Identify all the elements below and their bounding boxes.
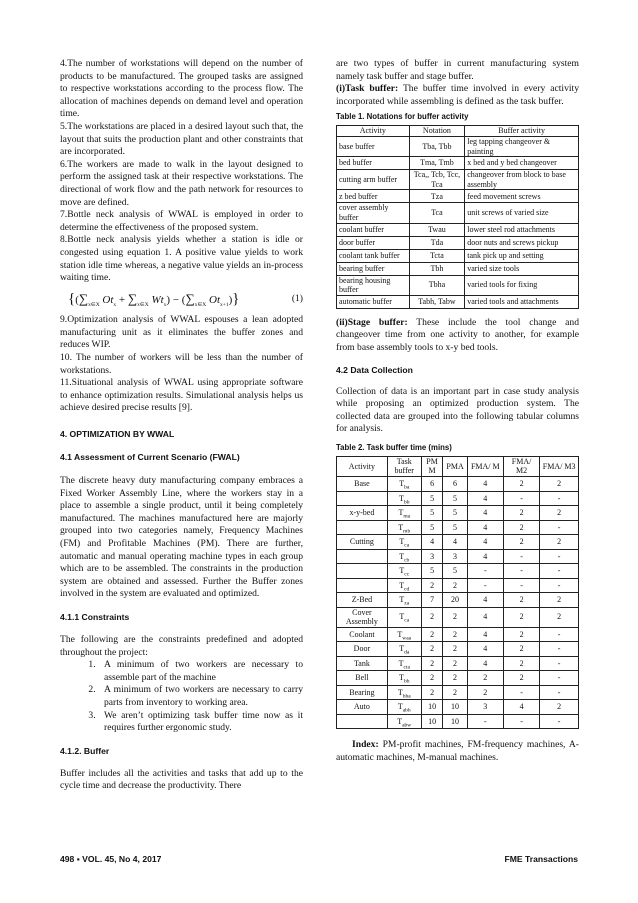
task-subscript: abh	[402, 707, 411, 714]
table-cell	[387, 520, 421, 535]
constraints-list	[60, 659, 303, 735]
table-cell	[387, 700, 421, 715]
table-cell: lower steel rod attachments	[465, 223, 579, 236]
table-row	[337, 190, 579, 203]
left-column	[60, 58, 303, 793]
task-subscript: cta	[403, 664, 410, 671]
table-cell	[387, 535, 421, 550]
table-cell	[387, 593, 421, 608]
column-header: Task buffer	[387, 456, 421, 476]
task-symbol: T	[399, 551, 405, 561]
table-cell: -	[467, 578, 503, 593]
table-row	[337, 157, 579, 170]
index-label: Index:	[352, 739, 379, 751]
buffer-types-paragraph: are two types of buffer in current manufacturing system namely task buffer and stage buffer.	[336, 58, 579, 82]
table-cell: 4	[467, 593, 503, 608]
table-cell: Tbh	[409, 262, 465, 275]
table-cell: -	[540, 578, 579, 593]
table-cell: coolant tank buffer	[337, 249, 410, 262]
table-cell: bearing housing buffer	[337, 275, 410, 295]
table-cell	[387, 627, 421, 642]
table-cell: 20	[443, 593, 467, 608]
table-cell: z bed buffer	[337, 190, 410, 203]
task-subscript: bh	[403, 678, 410, 685]
table-cell: -	[503, 549, 539, 564]
table-cell: 10	[443, 700, 467, 715]
task-symbol: T	[399, 580, 405, 590]
task-symbol: T	[397, 687, 403, 697]
table-cell: 2	[467, 671, 503, 686]
table-header-row	[337, 126, 579, 137]
table-cell: 4	[443, 535, 467, 550]
table-cell	[337, 564, 388, 579]
task-subscript: cd	[404, 586, 410, 593]
table-cell: 2	[503, 535, 539, 550]
table-cell: -	[503, 685, 539, 700]
table-cell: base buffer	[337, 136, 410, 156]
table-cell: 10	[443, 714, 467, 729]
task-symbol: T	[399, 493, 404, 503]
table-row	[337, 714, 579, 729]
table-cell	[337, 578, 388, 593]
table-row	[337, 477, 579, 492]
table-cell: cutting arm buffer	[337, 170, 410, 190]
table-cell: 2	[443, 607, 467, 627]
column-header: PMA	[443, 456, 467, 476]
task-subscript: mb	[403, 528, 411, 535]
table-cell: Tank	[337, 656, 388, 671]
table-cell	[387, 642, 421, 657]
table-cell: -	[540, 520, 579, 535]
table-cell: -	[467, 714, 503, 729]
table-row	[337, 506, 579, 521]
table-cell: -	[540, 627, 579, 642]
table-cell: -	[540, 564, 579, 579]
list-item: 2. A minimum of two workers are necessary to carry parts from inventory to working area.	[98, 684, 303, 709]
table-cell: 2	[443, 578, 467, 593]
paragraph-item-10: 10. The number of workers will be less than the number of workstations.	[60, 352, 303, 376]
section-4-1-2-heading: 4.1.2. Buffer	[60, 745, 110, 756]
table-row	[337, 262, 579, 275]
table-cell: 6	[421, 477, 443, 492]
task-subscript: bb	[403, 499, 410, 506]
table-cell	[387, 564, 421, 579]
table-cell: 3	[467, 700, 503, 715]
table-cell	[337, 714, 388, 729]
footer-journal: FME Transactions	[504, 854, 578, 864]
table-cell: varied tools for fixing	[465, 275, 579, 295]
table-cell: -	[540, 491, 579, 506]
table-cell: -	[540, 656, 579, 671]
table-cell: 2	[503, 671, 539, 686]
table-cell	[387, 578, 421, 593]
column-header: Activity	[337, 126, 410, 137]
table-cell: 2	[540, 593, 579, 608]
table-cell: -	[503, 714, 539, 729]
table-cell: bearing buffer	[337, 262, 410, 275]
table-cell: 2	[443, 642, 467, 657]
task-subscript: za	[404, 600, 410, 607]
section-4-2-heading: 4.2 Data Collection	[336, 364, 413, 375]
column-header: FMA/ M2	[503, 456, 539, 476]
table-cell: Tba, Tbb	[409, 136, 465, 156]
task-symbol: T	[397, 702, 403, 712]
task-buffer-label: (i)Task buffer:	[336, 83, 399, 95]
table-cell: 4	[467, 627, 503, 642]
task-symbol: T	[397, 716, 403, 726]
table-row	[337, 549, 579, 564]
table-1-caption: Table 1. Notations for buffer activity	[336, 112, 469, 122]
table-cell: 2	[421, 578, 443, 593]
table-cell: Cover Assembly	[337, 607, 388, 627]
table-cell: 5	[443, 520, 467, 535]
paragraph-item-7: 7.Bottle neck analysis of WWAL is employed in order to determine the effectiveness of the proposed system.	[60, 209, 303, 233]
table-cell: 5	[421, 506, 443, 521]
table-cell: 5	[443, 564, 467, 579]
table-cell: Tca,, Tcb, Tcc, Tca	[409, 170, 465, 190]
table-cell: Tda	[409, 236, 465, 249]
table-cell: 2	[421, 685, 443, 700]
section-4-heading: 4. OPTIMIZATION BY WWAL	[60, 429, 175, 440]
table-row	[337, 491, 579, 506]
table-cell: 2	[421, 656, 443, 671]
table-cell: Tcta	[409, 249, 465, 262]
paragraph-item-11: 11.Situational analysis of WWAL using appropriate software to enhance optimization results. Simulational analysis helps us achieve desired precise results [9].	[60, 377, 303, 414]
right-column	[336, 58, 579, 764]
table-cell: Door	[337, 642, 388, 657]
table-cell	[387, 506, 421, 521]
column-header: Activity	[337, 456, 388, 476]
footer-volume: 498 ▪ VOL. 45, No 4, 2017	[60, 854, 162, 864]
task-symbol: T	[399, 612, 405, 622]
task-subscript: cc	[404, 571, 410, 578]
table-row	[337, 578, 579, 593]
table-cell: 4	[503, 700, 539, 715]
table-cell: tank pick up and setting	[465, 249, 579, 262]
stage-buffer-text: These include the tool change and changeover time from one activity to another, for example from base assembly tools to x-y bed tools.	[336, 316, 579, 353]
table-cell: -	[503, 578, 539, 593]
table-cell: Tca	[409, 203, 465, 223]
table-cell: Tbha	[409, 275, 465, 295]
table-cell: Bell	[337, 671, 388, 686]
table-cell: 7	[421, 593, 443, 608]
list-item: 3. We aren’t optimizing task buffer time now as it requires further ergonomic study.	[98, 710, 303, 735]
table-row	[337, 564, 579, 579]
table-cell: Tma, Tmb	[409, 157, 465, 170]
table-cell: x bed and y bed changeover	[465, 157, 579, 170]
table-cell: 10	[421, 700, 443, 715]
data-collection-paragraph: Collection of data is an important part in case study analysis while proposing an optimized production system. The collected data are grouped into the following tabular columns for analysis.	[336, 385, 579, 435]
task-subscript: cb	[404, 557, 410, 564]
table-cell: -	[540, 714, 579, 729]
list-item: 1. A minimum of two workers are necessary to assemble part of the machine	[98, 659, 303, 684]
table-2	[336, 456, 579, 729]
table-cell: 2	[503, 642, 539, 657]
table-cell: Bearing	[337, 685, 388, 700]
table-cell	[387, 671, 421, 686]
column-header: FMA/ M	[467, 456, 503, 476]
table-cell: 2	[503, 593, 539, 608]
table-row	[337, 593, 579, 608]
table-cell: Tabh, Tabw	[409, 295, 465, 308]
table-cell: Z-Bed	[337, 593, 388, 608]
equation-number: (1)	[291, 293, 303, 305]
stage-buffer-paragraph	[336, 317, 579, 355]
task-subscript: ba	[404, 484, 410, 491]
table-row	[337, 136, 579, 156]
table-cell: 4	[467, 535, 503, 550]
task-symbol: T	[399, 566, 405, 576]
table-cell: door nuts and screws pickup	[465, 236, 579, 249]
task-buffer-paragraph	[336, 83, 579, 108]
task-buffer-text: The buffer time involved in every activity incorporated while assembling is defined as the task buffer.	[336, 83, 579, 107]
table-2-caption: Table 2. Task buffer time (mins)	[336, 442, 452, 452]
table-row	[337, 520, 579, 535]
section-4-1-heading: 4.1 Assessment of Current Scenario (FWAL)	[60, 452, 240, 463]
table-row	[337, 685, 579, 700]
table-row	[337, 642, 579, 657]
table-cell	[387, 714, 421, 729]
table-cell: door buffer	[337, 236, 410, 249]
table-cell: 4	[467, 607, 503, 627]
table-row	[337, 249, 579, 262]
fwal-paragraph: The discrete heavy duty manufacturing company embraces a Fixed Worker Assembly Line, where the workers stay in a place to assemble a single product, until it being completely manufactured. The machines manufactured here are majorly grouped into two categories namely, Frequency Machines (FM) and Profitable Machines (PM). There are further, automatic and manual operating machine types in each group which are to be assembled. The constraints in the production system are obtained and assessed. Further the Buffer zones involved in the system are evaluated and optimized.	[60, 475, 303, 600]
table-cell	[387, 656, 421, 671]
table-cell: Cutting	[337, 535, 388, 550]
table-row	[337, 671, 579, 686]
table-row	[337, 627, 579, 642]
table-cell: 2	[421, 607, 443, 627]
table-cell: 2	[503, 656, 539, 671]
paragraph-item-9: 9.Optimization analysis of WWAL espouses a lean adopted manufacturing unit as it eliminates the buffer zones and reduces WIP.	[60, 314, 303, 351]
constraints-intro: The following are the constraints predefined and adopted throughout the project:	[60, 633, 303, 658]
table-1	[336, 125, 579, 308]
table-cell: unit screws of varied size	[465, 203, 579, 223]
table-cell: 2	[421, 671, 443, 686]
table-cell: 4	[467, 491, 503, 506]
column-header: PM M	[421, 456, 443, 476]
table-cell: 2	[540, 506, 579, 521]
equation-1	[60, 290, 303, 308]
table-cell: varied tools and attachments	[465, 295, 579, 308]
table-cell: -	[467, 564, 503, 579]
table-cell: 4	[467, 656, 503, 671]
table-cell: 3	[443, 549, 467, 564]
table-cell: 2	[443, 656, 467, 671]
table-row	[337, 170, 579, 190]
task-symbol: T	[398, 522, 404, 532]
table-cell: 2	[443, 627, 467, 642]
table-header-row	[337, 456, 579, 476]
paragraph-item-6: 6.The workers are made to walk in the layout designed to perform the assigned task at their respective workstations. The directional of work flow and the path network for resources to move are defined.	[60, 158, 303, 208]
table-cell: Twau	[409, 223, 465, 236]
table-cell: x-y-bed	[337, 506, 388, 521]
table-row	[337, 700, 579, 715]
task-subscript: da	[404, 649, 410, 656]
table-cell: 2	[503, 477, 539, 492]
task-symbol: T	[398, 658, 404, 668]
table-cell: 2	[540, 607, 579, 627]
table-cell: varied size tools	[465, 262, 579, 275]
table-cell: 2	[540, 700, 579, 715]
table-cell	[337, 520, 388, 535]
table-row	[337, 223, 579, 236]
table-row	[337, 535, 579, 550]
table-cell: -	[540, 671, 579, 686]
table-cell: bed buffer	[337, 157, 410, 170]
table-cell: 2	[467, 685, 503, 700]
table-row	[337, 203, 579, 223]
table-cell: 2	[421, 642, 443, 657]
task-symbol: T	[399, 595, 405, 605]
table-cell: -	[503, 491, 539, 506]
table-cell: 2	[503, 627, 539, 642]
table-cell: 6	[443, 477, 467, 492]
equation-formula: {($\sum_{x\in X}$ $Ot_x + \sum_{x\in X}$ $Wt_x) - (\sum_{x\in X}$ $Ot_{x+1}$)}	[68, 290, 240, 308]
section-4-1-1-heading: 4.1.1 Constraints	[60, 611, 130, 622]
task-symbol: T	[399, 673, 404, 683]
task-symbol: T	[399, 644, 405, 654]
index-paragraph	[336, 739, 579, 764]
table-cell: 2	[540, 535, 579, 550]
task-symbol: T	[398, 508, 404, 518]
column-header: Buffer activity	[465, 126, 579, 137]
table-cell: coolant buffer	[337, 223, 410, 236]
table-cell: 2	[443, 685, 467, 700]
table-cell	[387, 491, 421, 506]
table-cell	[387, 607, 421, 627]
table-cell: automatic buffer	[337, 295, 410, 308]
table-cell: 4	[467, 520, 503, 535]
task-subscript: ca	[404, 617, 410, 624]
table-cell: -	[540, 549, 579, 564]
table-cell: Auto	[337, 700, 388, 715]
table-cell: 2	[421, 627, 443, 642]
table-cell: -	[540, 685, 579, 700]
table-cell: 5	[443, 506, 467, 521]
table-cell: 2	[503, 607, 539, 627]
index-text: PM-profit machines, FM-frequency machines, A-automatic machines, M-manual machines.	[336, 739, 579, 763]
buffer-paragraph: Buffer includes all the activities and tasks that add up to the cycle time and decrease the productivity. There	[60, 767, 303, 792]
table-cell: cover assembly buffer	[337, 203, 410, 223]
table-cell: changeover from block to base assembly	[465, 170, 579, 190]
table-cell: 4	[467, 506, 503, 521]
table-cell: Coolant	[337, 627, 388, 642]
table-cell: 2	[503, 520, 539, 535]
table-cell: Tza	[409, 190, 465, 203]
table-cell	[337, 491, 388, 506]
task-symbol: T	[397, 629, 403, 639]
table-cell: 5	[421, 491, 443, 506]
table-cell	[387, 685, 421, 700]
table-cell: 4	[467, 549, 503, 564]
task-symbol: T	[399, 479, 405, 489]
table-cell: 2	[503, 506, 539, 521]
table-cell: -	[503, 564, 539, 579]
table-cell: 4	[467, 642, 503, 657]
table-cell: -	[540, 642, 579, 657]
table-cell: 2	[540, 477, 579, 492]
stage-buffer-label: (ii)Stage buffer:	[336, 316, 408, 328]
table-row	[337, 236, 579, 249]
table-row	[337, 656, 579, 671]
table-row	[337, 275, 579, 295]
paragraph-item-4: 4.The number of workstations will depend on the number of products to be manufactured. The grouped tasks are assigned to respective workstations according to the process flow. The allocation of machines depends on demand level and operation time.	[60, 58, 303, 120]
table-cell: 5	[421, 520, 443, 535]
table-cell	[337, 549, 388, 564]
task-subscript: abw	[402, 722, 412, 729]
table-cell: 5	[421, 564, 443, 579]
task-subscript: bha	[402, 693, 411, 700]
column-header: FMA/ M3	[540, 456, 579, 476]
task-symbol: T	[399, 537, 405, 547]
task-subscript: waa	[402, 635, 412, 642]
task-subscript: ma	[403, 513, 411, 520]
column-header: Notation	[409, 126, 465, 137]
table-cell: feed movement screws	[465, 190, 579, 203]
table-cell: Base	[337, 477, 388, 492]
task-subscript: ca	[404, 542, 410, 549]
table-cell: 4	[467, 477, 503, 492]
table-row	[337, 607, 579, 627]
paragraph-item-8: 8.Bottle neck analysis yields whether a station is idle or congested using equation 1. A positive value yields to work station idle time whereas, a negative value yields an in-process waiting time.	[60, 234, 303, 284]
paragraph-item-5: 5.The workstations are placed in a desired layout such that, the layout that suits the production plant and other constraints that are incorporated.	[60, 120, 303, 158]
table-cell: 10	[421, 714, 443, 729]
table-cell	[387, 549, 421, 564]
table-cell	[387, 477, 421, 492]
table-cell: 4	[421, 535, 443, 550]
table-cell: 2	[443, 671, 467, 686]
table-row	[337, 295, 579, 308]
table-cell: 3	[421, 549, 443, 564]
table-cell: leg tapping changeover & painting	[465, 136, 579, 156]
table-cell: 5	[443, 491, 467, 506]
